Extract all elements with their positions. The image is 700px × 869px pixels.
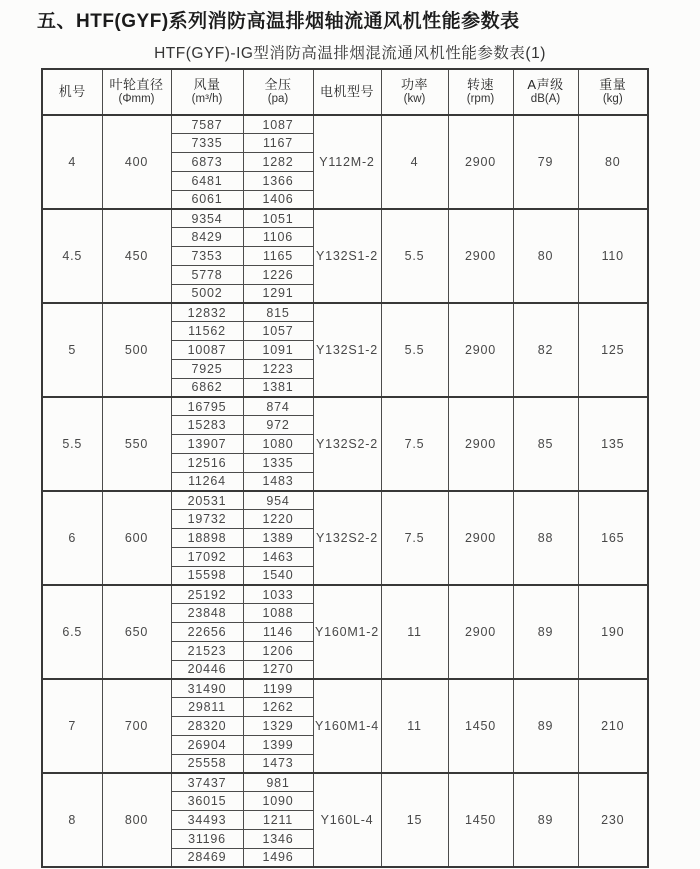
cell-total-pressure: 1057 (243, 322, 313, 341)
cell-speed: 2900 (448, 303, 513, 397)
cell-model-no: 4.5 (42, 209, 102, 303)
cell-air-volume: 9354 (171, 209, 243, 228)
cell-motor-model: Y132S1-2 (313, 209, 381, 303)
cell-noise-level: 82 (513, 303, 578, 397)
cell-total-pressure: 1088 (243, 604, 313, 623)
cell-motor-model: Y132S1-2 (313, 303, 381, 397)
cell-air-volume: 25192 (171, 585, 243, 604)
cell-total-pressure: 1463 (243, 547, 313, 566)
cell-air-volume: 17092 (171, 547, 243, 566)
cell-air-volume: 11264 (171, 472, 243, 491)
cell-total-pressure: 1262 (243, 698, 313, 717)
cell-speed: 1450 (448, 773, 513, 867)
cell-impeller-diameter: 800 (102, 773, 171, 867)
cell-air-volume: 7925 (171, 359, 243, 378)
cell-total-pressure: 1473 (243, 754, 313, 773)
header-label: 重量 (599, 76, 627, 92)
cell-power: 7.5 (381, 397, 448, 491)
cell-model-no: 8 (42, 773, 102, 867)
header-unit: (kg) (602, 93, 623, 106)
cell-air-volume: 19732 (171, 510, 243, 529)
cell-air-volume: 6481 (171, 171, 243, 190)
cell-model-no: 6 (42, 491, 102, 585)
cell-power: 15 (381, 773, 448, 867)
cell-air-volume: 6862 (171, 378, 243, 397)
cell-noise-level: 85 (513, 397, 578, 491)
cell-total-pressure: 1366 (243, 171, 313, 190)
cell-model-no: 6.5 (42, 585, 102, 679)
cell-total-pressure: 972 (243, 416, 313, 435)
cell-air-volume: 5778 (171, 265, 243, 284)
cell-total-pressure: 1270 (243, 660, 313, 679)
cell-noise-level: 89 (513, 679, 578, 773)
cell-total-pressure: 1146 (243, 623, 313, 642)
cell-speed: 2900 (448, 491, 513, 585)
cell-power: 5.5 (381, 303, 448, 397)
header-unit: dB(A) (530, 93, 561, 106)
cell-weight: 190 (578, 585, 648, 679)
cell-weight: 80 (578, 115, 648, 209)
header-model-no (42, 69, 102, 115)
cell-air-volume: 16795 (171, 397, 243, 416)
cell-air-volume: 7335 (171, 134, 243, 153)
cell-air-volume: 8429 (171, 228, 243, 247)
header-impeller-diameter (102, 69, 171, 115)
cell-total-pressure: 1167 (243, 134, 313, 153)
header-unit: (pa) (267, 93, 289, 106)
cell-total-pressure: 1199 (243, 679, 313, 698)
cell-air-volume: 31196 (171, 829, 243, 848)
cell-total-pressure: 1496 (243, 848, 313, 867)
cell-total-pressure: 1090 (243, 792, 313, 811)
header-unit: (m³/h) (191, 93, 223, 106)
fan-performance-table (41, 68, 649, 868)
cell-total-pressure: 1335 (243, 453, 313, 472)
cell-impeller-diameter: 450 (102, 209, 171, 303)
cell-impeller-diameter: 500 (102, 303, 171, 397)
header-label: 全压 (264, 76, 292, 92)
cell-motor-model: Y132S2-2 (313, 397, 381, 491)
header-label: 功率 (400, 76, 428, 92)
cell-total-pressure: 1540 (243, 566, 313, 585)
cell-weight: 165 (578, 491, 648, 585)
cell-weight: 125 (578, 303, 648, 397)
cell-impeller-diameter: 550 (102, 397, 171, 491)
cell-motor-model: Y160L-4 (313, 773, 381, 867)
table-subtitle: HTF(GYF)-IG型消防高温排烟混流通风机性能参数表(1) (154, 45, 546, 62)
cell-air-volume: 6061 (171, 190, 243, 209)
cell-model-no: 5.5 (42, 397, 102, 491)
header-power (381, 69, 448, 115)
page-title: 五、HTF(GYF)系列消防高温排烟轴流通风机性能参数表 (37, 11, 520, 32)
cell-total-pressure: 1381 (243, 378, 313, 397)
cell-air-volume: 21523 (171, 641, 243, 660)
cell-air-volume: 10087 (171, 341, 243, 360)
cell-air-volume: 12832 (171, 303, 243, 322)
cell-total-pressure: 1091 (243, 341, 313, 360)
table-body (42, 115, 648, 867)
cell-air-volume: 28469 (171, 848, 243, 867)
cell-air-volume: 12516 (171, 453, 243, 472)
cell-weight: 210 (578, 679, 648, 773)
table-row (42, 679, 648, 698)
header-weight (578, 69, 648, 115)
cell-total-pressure: 1406 (243, 190, 313, 209)
header-motor-model (313, 69, 381, 115)
cell-air-volume: 34493 (171, 810, 243, 829)
cell-air-volume: 15283 (171, 416, 243, 435)
cell-noise-level: 89 (513, 773, 578, 867)
cell-air-volume: 22656 (171, 623, 243, 642)
cell-impeller-diameter: 400 (102, 115, 171, 209)
cell-motor-model: Y112M-2 (313, 115, 381, 209)
cell-noise-level: 88 (513, 491, 578, 585)
cell-weight: 110 (578, 209, 648, 303)
cell-air-volume: 7587 (171, 115, 243, 134)
cell-speed: 2900 (448, 115, 513, 209)
cell-model-no: 7 (42, 679, 102, 773)
table-row (42, 209, 648, 228)
cell-air-volume: 20446 (171, 660, 243, 679)
cell-total-pressure: 1329 (243, 717, 313, 736)
cell-air-volume: 25558 (171, 754, 243, 773)
table-row (42, 397, 648, 416)
cell-motor-model: Y160M1-4 (313, 679, 381, 773)
header-label: 电机型号 (319, 83, 374, 99)
cell-impeller-diameter: 700 (102, 679, 171, 773)
cell-total-pressure: 1282 (243, 153, 313, 172)
cell-total-pressure: 1165 (243, 247, 313, 266)
cell-air-volume: 11562 (171, 322, 243, 341)
table-row (42, 115, 648, 134)
cell-noise-level: 80 (513, 209, 578, 303)
cell-total-pressure: 1389 (243, 529, 313, 548)
cell-total-pressure: 1033 (243, 585, 313, 604)
cell-total-pressure: 954 (243, 491, 313, 510)
header-label: 转速 (466, 76, 494, 92)
header-label: 风量 (193, 76, 221, 92)
cell-air-volume: 20531 (171, 491, 243, 510)
cell-total-pressure: 1291 (243, 284, 313, 303)
cell-air-volume: 31490 (171, 679, 243, 698)
header-unit: (rpm) (466, 93, 495, 106)
cell-total-pressure: 815 (243, 303, 313, 322)
cell-power: 7.5 (381, 491, 448, 585)
header-unit: (kw) (403, 93, 426, 106)
cell-total-pressure: 1223 (243, 359, 313, 378)
cell-impeller-diameter: 650 (102, 585, 171, 679)
cell-air-volume: 29811 (171, 698, 243, 717)
cell-total-pressure: 1483 (243, 472, 313, 491)
table-row (42, 773, 648, 792)
cell-power: 11 (381, 585, 448, 679)
cell-air-volume: 13907 (171, 435, 243, 454)
header-total-pressure (243, 69, 313, 115)
cell-air-volume: 28320 (171, 717, 243, 736)
cell-speed: 2900 (448, 209, 513, 303)
header-label: 机号 (58, 83, 86, 99)
cell-weight: 135 (578, 397, 648, 491)
cell-motor-model: Y160M1-2 (313, 585, 381, 679)
cell-total-pressure: 981 (243, 773, 313, 792)
cell-speed: 2900 (448, 397, 513, 491)
header-label: 叶轮直径 (109, 76, 164, 92)
header-noise-level (513, 69, 578, 115)
cell-model-no: 5 (42, 303, 102, 397)
cell-air-volume: 37437 (171, 773, 243, 792)
cell-air-volume: 18898 (171, 529, 243, 548)
cell-power: 4 (381, 115, 448, 209)
cell-impeller-diameter: 600 (102, 491, 171, 585)
header-unit: (Φmm) (118, 93, 155, 106)
header-label: A声级 (527, 76, 564, 92)
header-air-volume (171, 69, 243, 115)
table-row (42, 303, 648, 322)
cell-total-pressure: 874 (243, 397, 313, 416)
cell-total-pressure: 1220 (243, 510, 313, 529)
cell-air-volume: 36015 (171, 792, 243, 811)
cell-total-pressure: 1087 (243, 115, 313, 134)
header-speed (448, 69, 513, 115)
cell-power: 5.5 (381, 209, 448, 303)
cell-total-pressure: 1399 (243, 735, 313, 754)
cell-noise-level: 79 (513, 115, 578, 209)
cell-air-volume: 7353 (171, 247, 243, 266)
cell-air-volume: 26904 (171, 735, 243, 754)
cell-speed: 2900 (448, 585, 513, 679)
table-row (42, 585, 648, 604)
cell-total-pressure: 1080 (243, 435, 313, 454)
table-row (42, 491, 648, 510)
cell-total-pressure: 1206 (243, 641, 313, 660)
cell-motor-model: Y132S2-2 (313, 491, 381, 585)
cell-weight: 230 (578, 773, 648, 867)
cell-total-pressure: 1346 (243, 829, 313, 848)
cell-total-pressure: 1051 (243, 209, 313, 228)
cell-model-no: 4 (42, 115, 102, 209)
cell-total-pressure: 1226 (243, 265, 313, 284)
cell-air-volume: 15598 (171, 566, 243, 585)
cell-air-volume: 5002 (171, 284, 243, 303)
cell-total-pressure: 1106 (243, 228, 313, 247)
cell-noise-level: 89 (513, 585, 578, 679)
table-header (42, 69, 648, 115)
cell-total-pressure: 1211 (243, 810, 313, 829)
cell-air-volume: 23848 (171, 604, 243, 623)
cell-speed: 1450 (448, 679, 513, 773)
cell-power: 11 (381, 679, 448, 773)
cell-air-volume: 6873 (171, 153, 243, 172)
